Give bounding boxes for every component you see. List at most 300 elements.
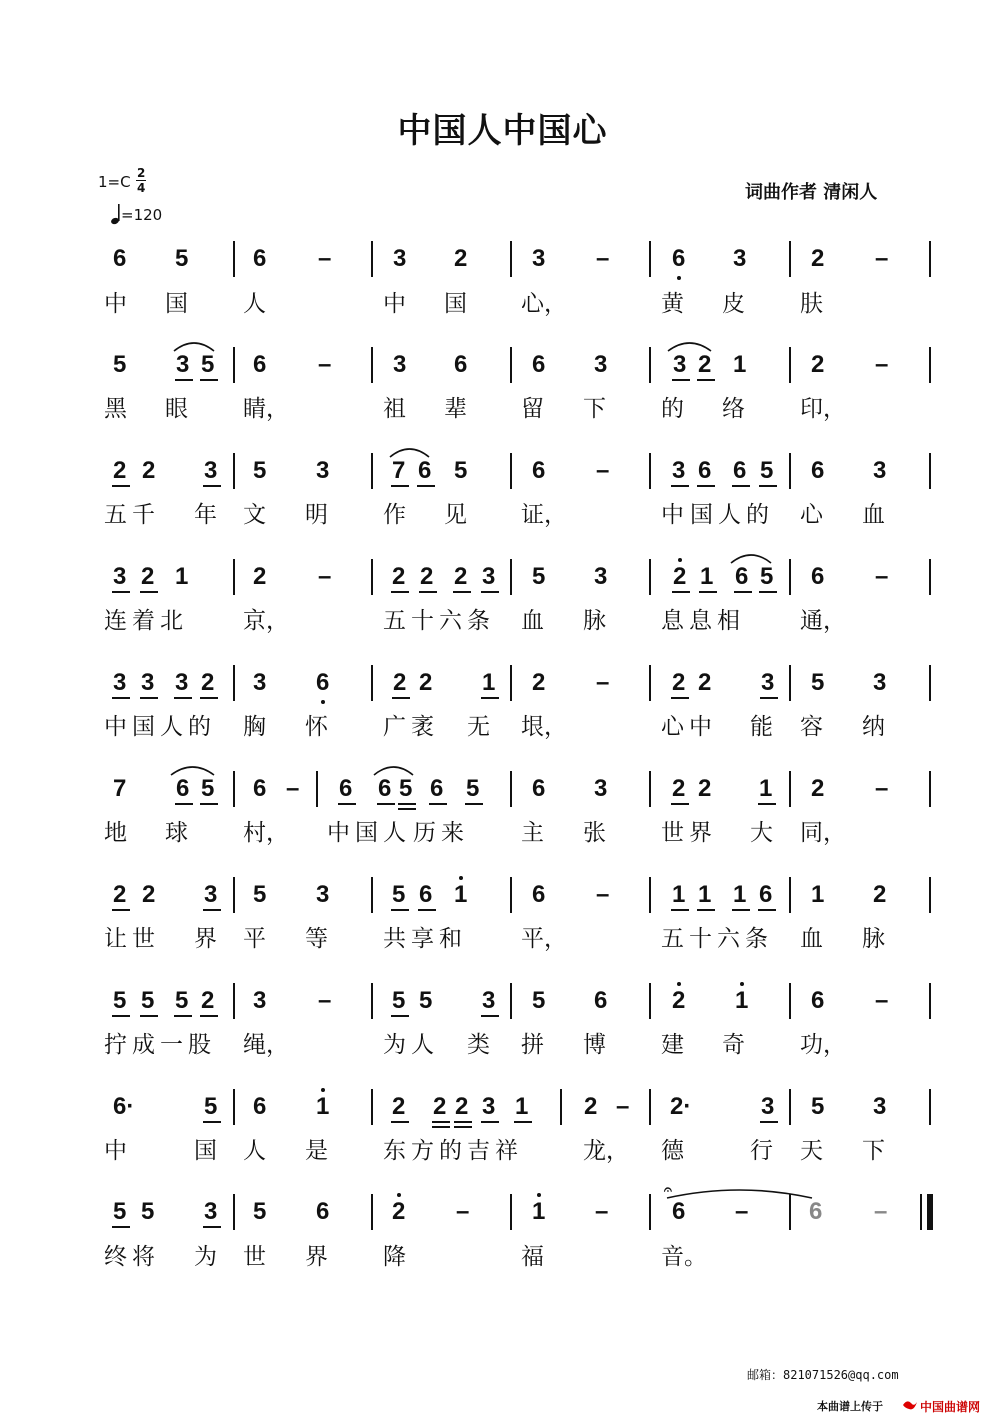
note: 3: [204, 457, 218, 484]
note: 5: [392, 881, 406, 908]
lyric-syllable: 心: [661, 714, 684, 740]
octave-dot: [740, 982, 744, 986]
bar-line: [649, 771, 651, 807]
lyric-syllable: 大: [750, 820, 773, 846]
lyric-syllable: 五: [383, 608, 406, 634]
lyric-syllable: 奇: [722, 1032, 745, 1058]
note: 2: [433, 1093, 447, 1120]
note: –: [875, 351, 889, 378]
lyric-syllable: 成: [132, 1032, 155, 1058]
footer-upload-text: 本曲谱上传于: [817, 1400, 883, 1413]
note: 5: [204, 1093, 218, 1120]
note: 5: [113, 987, 127, 1014]
bar-line: [371, 665, 373, 701]
lyric-syllable: 黄: [661, 291, 684, 317]
underline: [112, 697, 130, 699]
lyric-syllable: 通，: [800, 608, 846, 634]
site-logo-text: 中国曲谱网: [920, 1400, 981, 1414]
note: 1: [698, 881, 712, 908]
lyric-syllable: 十: [411, 608, 434, 634]
underline: [140, 1015, 158, 1017]
lyric-syllable: 吉: [467, 1138, 490, 1164]
bar-line: [649, 665, 651, 701]
bar-line: [371, 877, 373, 913]
bar-line: [233, 771, 235, 807]
bar-line: [649, 453, 651, 489]
lyric-syllable: 建: [661, 1032, 684, 1058]
lyric-syllable: 五: [104, 502, 127, 528]
bar-line: [789, 771, 791, 807]
lyric-syllable: 下: [862, 1138, 885, 1164]
note: 3: [316, 457, 330, 484]
composer-credit: 词曲作者 清闲人: [745, 182, 878, 203]
note: 6: [316, 1198, 330, 1225]
lyric-syllable: 世: [661, 820, 684, 846]
bar-line: [510, 771, 512, 807]
note: 3: [393, 245, 407, 272]
note: 1: [454, 881, 468, 908]
underline: [429, 803, 447, 805]
note: 1: [735, 987, 749, 1014]
lyric-syllable: 的: [188, 714, 211, 740]
note: 2: [532, 669, 546, 696]
note: 2: [392, 1198, 406, 1225]
lyric-syllable: 中: [104, 291, 127, 317]
note: 2: [454, 563, 468, 590]
lyric-syllable: 世: [132, 926, 155, 952]
octave-dot: [677, 276, 681, 280]
bar-line: [510, 665, 512, 701]
bar-line: [510, 453, 512, 489]
lyric-syllable: 中: [327, 820, 350, 846]
note: 6·: [113, 1093, 135, 1120]
note: 3: [594, 351, 608, 378]
bar-line: [789, 559, 791, 595]
lyric-syllable: 中: [661, 502, 684, 528]
bar-line: [649, 1089, 651, 1125]
underline: [203, 909, 221, 911]
lyric-syllable: 作: [383, 502, 406, 528]
note: 6: [532, 881, 546, 908]
underline: [203, 1226, 221, 1228]
lyric-syllable: 祥: [495, 1138, 518, 1164]
lyric-syllable: 历: [413, 820, 436, 846]
underline: [454, 1121, 472, 1123]
note: 3: [673, 351, 687, 378]
bar-line: [789, 983, 791, 1019]
note: 6: [809, 1198, 823, 1225]
note: 5: [466, 775, 480, 802]
lyric-syllable: 国: [132, 714, 155, 740]
note: 3: [672, 457, 686, 484]
underline: [391, 591, 409, 593]
note: 2: [672, 669, 686, 696]
lyric-syllable: 脉: [862, 926, 885, 952]
note: 5: [532, 563, 546, 590]
lyric-syllable: 下: [583, 396, 606, 422]
underline: [759, 485, 777, 487]
bar-line: [233, 559, 235, 595]
bar-line: [371, 347, 373, 383]
note: 2: [873, 881, 887, 908]
note: 6: [253, 775, 267, 802]
bar-line: [789, 453, 791, 489]
lyric-syllable: 文: [243, 502, 266, 528]
lyric-syllable: 怀: [305, 714, 328, 740]
note: 1: [733, 351, 747, 378]
note: 2: [672, 775, 686, 802]
underline: [398, 808, 416, 810]
lyric-syllable: 人: [411, 1032, 434, 1058]
note: 5: [760, 563, 774, 590]
underline: [391, 909, 409, 911]
note: 2: [419, 669, 433, 696]
lyric-syllable: 人: [160, 714, 183, 740]
note: 3: [175, 669, 189, 696]
lyric-syllable: 享: [411, 926, 434, 952]
lyric-syllable: 主: [521, 820, 544, 846]
underline: [200, 379, 218, 381]
note: 6: [339, 775, 353, 802]
note: 1: [532, 1198, 546, 1225]
note: 3: [733, 245, 747, 272]
lyric-syllable: 京，: [243, 608, 289, 634]
lyric-syllable: 音。: [661, 1244, 707, 1270]
note: 2: [811, 775, 825, 802]
bar-line: [233, 1194, 235, 1230]
note: –: [456, 1198, 470, 1225]
bar-line: [929, 453, 931, 489]
lyric-syllable: 人: [243, 1138, 266, 1164]
note: –: [874, 1198, 888, 1225]
lyric-syllable: 黑: [104, 396, 127, 422]
underline: [112, 591, 130, 593]
note: 6: [811, 457, 825, 484]
note: –: [875, 987, 889, 1014]
note: –: [596, 457, 610, 484]
note: 2: [201, 669, 215, 696]
note: 5: [175, 987, 189, 1014]
bar-line: [510, 877, 512, 913]
note: 5: [811, 1093, 825, 1120]
lyric-syllable: 胸: [243, 714, 266, 740]
note: 2: [142, 881, 156, 908]
lyric-syllable: 北: [160, 608, 183, 634]
note: 5: [392, 987, 406, 1014]
underline: [758, 803, 776, 805]
bar-line: [929, 559, 931, 595]
underline: [175, 803, 193, 805]
note: 1: [733, 881, 747, 908]
lyric-syllable: 广: [383, 714, 406, 740]
octave-dot: [321, 700, 325, 704]
slur: [730, 550, 772, 564]
bar-line: [789, 347, 791, 383]
octave-dot: [321, 1088, 325, 1092]
note: 6: [253, 351, 267, 378]
bar-line: [929, 347, 931, 383]
octave-dot: [678, 558, 682, 562]
underline: [200, 803, 218, 805]
note: 1: [515, 1093, 529, 1120]
underline: [481, 697, 499, 699]
bar-line: [649, 241, 651, 277]
note: 5: [141, 1198, 155, 1225]
lyric-syllable: 人: [718, 502, 741, 528]
slur: [373, 762, 414, 776]
bar-line: [929, 983, 931, 1019]
note: 6: [735, 563, 749, 590]
lyric-syllable: 见: [444, 502, 467, 528]
bar-line: [371, 241, 373, 277]
note: 3: [482, 563, 496, 590]
note: 2: [698, 775, 712, 802]
note: 5: [253, 1198, 267, 1225]
underline: [398, 803, 416, 805]
note: 3: [176, 351, 190, 378]
lyric-syllable: 地: [104, 820, 127, 846]
note: 5: [760, 457, 774, 484]
note: 2: [113, 881, 127, 908]
note: –: [318, 987, 332, 1014]
slur: [389, 444, 430, 458]
lyric-syllable: 天: [800, 1138, 823, 1164]
underline: [758, 909, 776, 911]
slur: [170, 762, 215, 776]
underline: [174, 697, 192, 699]
lyric-syllable: 相: [717, 608, 740, 634]
lyric-syllable: 博: [583, 1032, 606, 1058]
note: 6: [113, 245, 127, 272]
lyric-syllable: 六: [439, 608, 462, 634]
bar-line: [649, 559, 651, 595]
underline: [671, 909, 689, 911]
underline: [760, 697, 778, 699]
lyric-syllable: 国: [194, 1138, 217, 1164]
underline: [671, 803, 689, 805]
underline: [392, 697, 410, 699]
underline: [432, 1126, 450, 1128]
note: 6: [698, 457, 712, 484]
lyric-syllable: 十: [689, 926, 712, 952]
lyric-syllable: 的: [661, 396, 684, 422]
note: 3: [761, 669, 775, 696]
octave-dot: [459, 876, 463, 880]
note: 6: [253, 245, 267, 272]
lyric-syllable: 纳: [862, 714, 885, 740]
note: 3: [594, 775, 608, 802]
note: 6: [419, 881, 433, 908]
underline: [465, 803, 483, 805]
note: 6: [378, 775, 392, 802]
lyric-syllable: 世: [243, 1244, 266, 1270]
bar-line: [929, 665, 931, 701]
note: –: [875, 775, 889, 802]
lyric-syllable: 共: [383, 926, 406, 952]
lyric-syllable: 国: [690, 502, 713, 528]
lyric-syllable: 将: [132, 1244, 155, 1270]
bar-line: [371, 559, 373, 595]
underline: [453, 591, 471, 593]
lyric-syllable: 肤: [800, 291, 823, 317]
underline: [377, 803, 395, 805]
underline: [732, 909, 750, 911]
underline: [140, 697, 158, 699]
footer-email: 邮箱：821071526@qq.com: [747, 1368, 899, 1382]
lyric-syllable: 心，: [521, 291, 567, 317]
lyric-syllable: 村，: [243, 820, 289, 846]
note: 5: [113, 351, 127, 378]
lyric-syllable: 息: [689, 608, 712, 634]
underline: [391, 1015, 409, 1017]
lyric-syllable: 的: [746, 502, 769, 528]
lyric-syllable: 血: [521, 608, 544, 634]
underline: [454, 1126, 472, 1128]
lyric-syllable: 证，: [521, 502, 567, 528]
note: 5: [419, 987, 433, 1014]
song-title: 中国人中国心: [397, 111, 608, 151]
underline: [759, 591, 777, 593]
bar-line: [233, 877, 235, 913]
final-bar-line: [927, 1194, 933, 1230]
bar-line: [371, 1089, 373, 1125]
underline: [760, 1121, 778, 1123]
note: 6: [811, 987, 825, 1014]
note: 2: [455, 1093, 469, 1120]
underline: [112, 1015, 130, 1017]
lyric-syllable: 平: [243, 926, 266, 952]
note: 5: [141, 987, 155, 1014]
note: 2: [201, 987, 215, 1014]
lyric-syllable: 条: [467, 608, 490, 634]
underline: [112, 485, 130, 487]
note: 5: [175, 245, 189, 272]
note: –: [286, 775, 300, 802]
note: 1: [700, 563, 714, 590]
tempo-marking: =120: [121, 206, 163, 224]
lyric-syllable: 类: [467, 1032, 490, 1058]
note: 5: [532, 987, 546, 1014]
lyric-syllable: 的: [439, 1138, 462, 1164]
note: 2: [698, 351, 712, 378]
octave-dot: [537, 1193, 541, 1197]
note: 5: [253, 457, 267, 484]
bar-line: [649, 1194, 651, 1230]
note: 2: [142, 457, 156, 484]
underline: [697, 909, 715, 911]
note: 6: [454, 351, 468, 378]
lyric-syllable: 终: [104, 1244, 127, 1270]
note: –: [735, 1198, 749, 1225]
underline: [391, 1121, 409, 1123]
note: 5: [201, 775, 215, 802]
note: –: [318, 245, 332, 272]
underline: [432, 1121, 450, 1123]
note: –: [595, 1198, 609, 1225]
note: 2: [392, 1093, 406, 1120]
note: 3: [482, 1093, 496, 1120]
note: 3: [482, 987, 496, 1014]
bar-line: [789, 241, 791, 277]
underline: [699, 591, 717, 593]
bar-line: [510, 347, 512, 383]
underline: [732, 485, 750, 487]
note: 6: [532, 775, 546, 802]
bar-line: [371, 1194, 373, 1230]
bar-line: [510, 1194, 512, 1230]
note: 2: [392, 563, 406, 590]
note: 2: [253, 563, 267, 590]
underline: [481, 591, 499, 593]
note: 6: [253, 1093, 267, 1120]
lyric-syllable: 界: [194, 926, 217, 952]
lyric-syllable: 能: [750, 714, 773, 740]
note: 3: [761, 1093, 775, 1120]
lyric-syllable: 六: [717, 926, 740, 952]
underline: [514, 1121, 532, 1123]
underline: [174, 1015, 192, 1017]
lyric-syllable: 拼: [521, 1032, 544, 1058]
note: 6: [532, 457, 546, 484]
lyric-syllable: 来: [441, 820, 464, 846]
underline: [200, 1015, 218, 1017]
note: 2: [420, 563, 434, 590]
bar-line: [789, 1194, 791, 1230]
lyric-syllable: 球: [165, 820, 188, 846]
lyric-syllable: 条: [745, 926, 768, 952]
underline: [140, 591, 158, 593]
lyric-syllable: 界: [305, 1244, 328, 1270]
bar-line: [649, 347, 651, 383]
lyric-syllable: 福: [521, 1244, 544, 1270]
lyric-syllable: 眼: [165, 396, 188, 422]
note: 3: [873, 457, 887, 484]
bar-line: [789, 877, 791, 913]
note: 3: [204, 1198, 218, 1225]
lyric-syllable: 拧: [104, 1032, 127, 1058]
note: –: [616, 1093, 630, 1120]
note: 2: [811, 351, 825, 378]
lyric-syllable: 东: [383, 1138, 406, 1164]
note: 3: [141, 669, 155, 696]
note: 3: [873, 1093, 887, 1120]
bar-line: [929, 877, 931, 913]
underline: [175, 379, 193, 381]
octave-dot: [677, 982, 681, 986]
time-signature-bottom: 4: [137, 181, 146, 195]
lyric-syllable: 功，: [800, 1032, 846, 1058]
bar-line: [929, 1089, 931, 1125]
lyric-syllable: 息: [661, 608, 684, 634]
underline: [419, 591, 437, 593]
note: 5: [811, 669, 825, 696]
lyric-syllable: 行: [750, 1138, 773, 1164]
note: –: [596, 881, 610, 908]
bar-line: [789, 665, 791, 701]
lyric-syllable: 德: [661, 1138, 684, 1164]
lyric-syllable: 络: [722, 396, 745, 422]
bar-line: [233, 665, 235, 701]
note: 3: [393, 351, 407, 378]
lyric-syllable: 血: [862, 502, 885, 528]
underline: [697, 485, 715, 487]
fermata-icon: 𝄐: [664, 1182, 672, 1198]
bar-line: [316, 771, 318, 807]
note: 3: [253, 669, 267, 696]
lyric-syllable: 脉: [583, 608, 606, 634]
note: 5: [253, 881, 267, 908]
note: 1: [759, 775, 773, 802]
